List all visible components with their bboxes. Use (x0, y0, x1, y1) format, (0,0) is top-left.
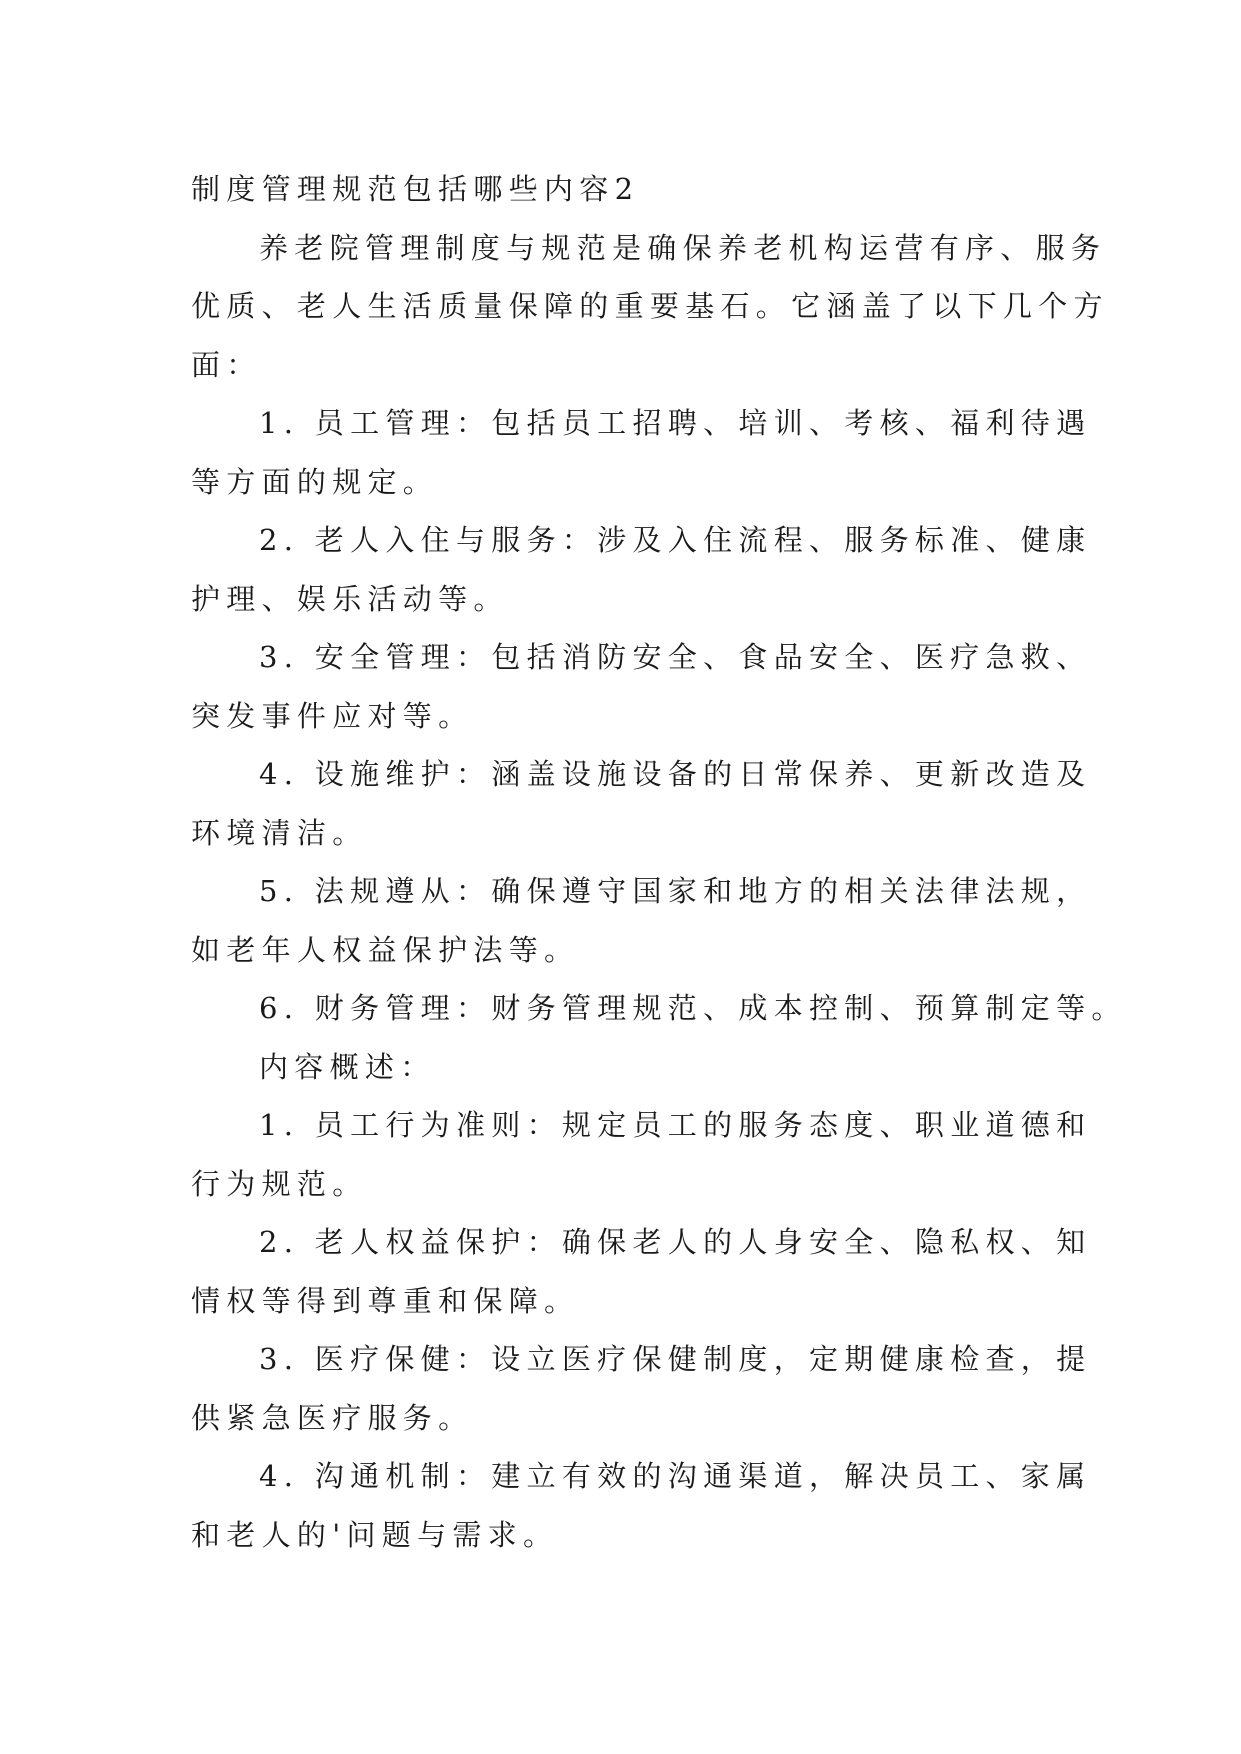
section-heading: 内容概述： (259, 1049, 436, 1084)
paragraph-line: 2. 老人权益保护：确保老人的人身安全、隐私权、知 (259, 1225, 1092, 1259)
paragraph-line: 供紧急医疗服务。 (191, 1400, 474, 1435)
paragraph-line: 突发事件应对等。 (191, 698, 474, 733)
paragraph-line: 3. 安全管理：包括消防安全、食品安全、医疗急救、 (259, 640, 1092, 674)
paragraph-line: 2. 老人入住与服务：涉及入住流程、服务标准、健康 (259, 523, 1092, 557)
document-title: 制度管理规范包括哪些内容2 (191, 172, 640, 206)
paragraph-line: 等方面的规定。 (191, 464, 439, 499)
document-body (191, 160, 1127, 1564)
paragraph-line: 行为规范。 (191, 1166, 368, 1201)
paragraph-line: 1. 员工管理：包括员工招聘、培训、考核、福利待遇 (259, 406, 1092, 440)
paragraph-line: 4. 设施维护：涵盖设施设备的日常保养、更新改造及 (259, 757, 1092, 791)
paragraph-line: 护理、娱乐活动等。 (191, 581, 509, 616)
paragraph-line: 5. 法规遵从：确保遵守国家和地方的相关法律法规， (259, 874, 1092, 908)
paragraph-line: 环境清洁。 (191, 815, 368, 850)
paragraph-line: 优质、老人生活质量保障的重要基石。它涵盖了以下几个方 (191, 289, 1109, 323)
paragraph-line: 1. 员工行为准则：规定员工的服务态度、职业道德和 (259, 1108, 1092, 1142)
paragraph-line: 4. 沟通机制：建立有效的沟通渠道，解决员工、家属 (259, 1459, 1092, 1493)
paragraph-line: 3. 医疗保健：设立医疗保健制度，定期健康检查，提 (259, 1342, 1092, 1376)
paragraph-line: 和老人的'问题与需求。 (191, 1517, 559, 1552)
paragraph-line: 6. 财务管理：财务管理规范、成本控制、预算制定等。 (259, 991, 1127, 1025)
paragraph-line: 养老院管理制度与规范是确保养老机构运营有序、服务 (259, 230, 1107, 265)
paragraph-line: 如老年人权益保护法等。 (191, 932, 580, 967)
paragraph-line: 情权等得到尊重和保障。 (191, 1283, 580, 1318)
paragraph-line: 面： (191, 347, 262, 382)
